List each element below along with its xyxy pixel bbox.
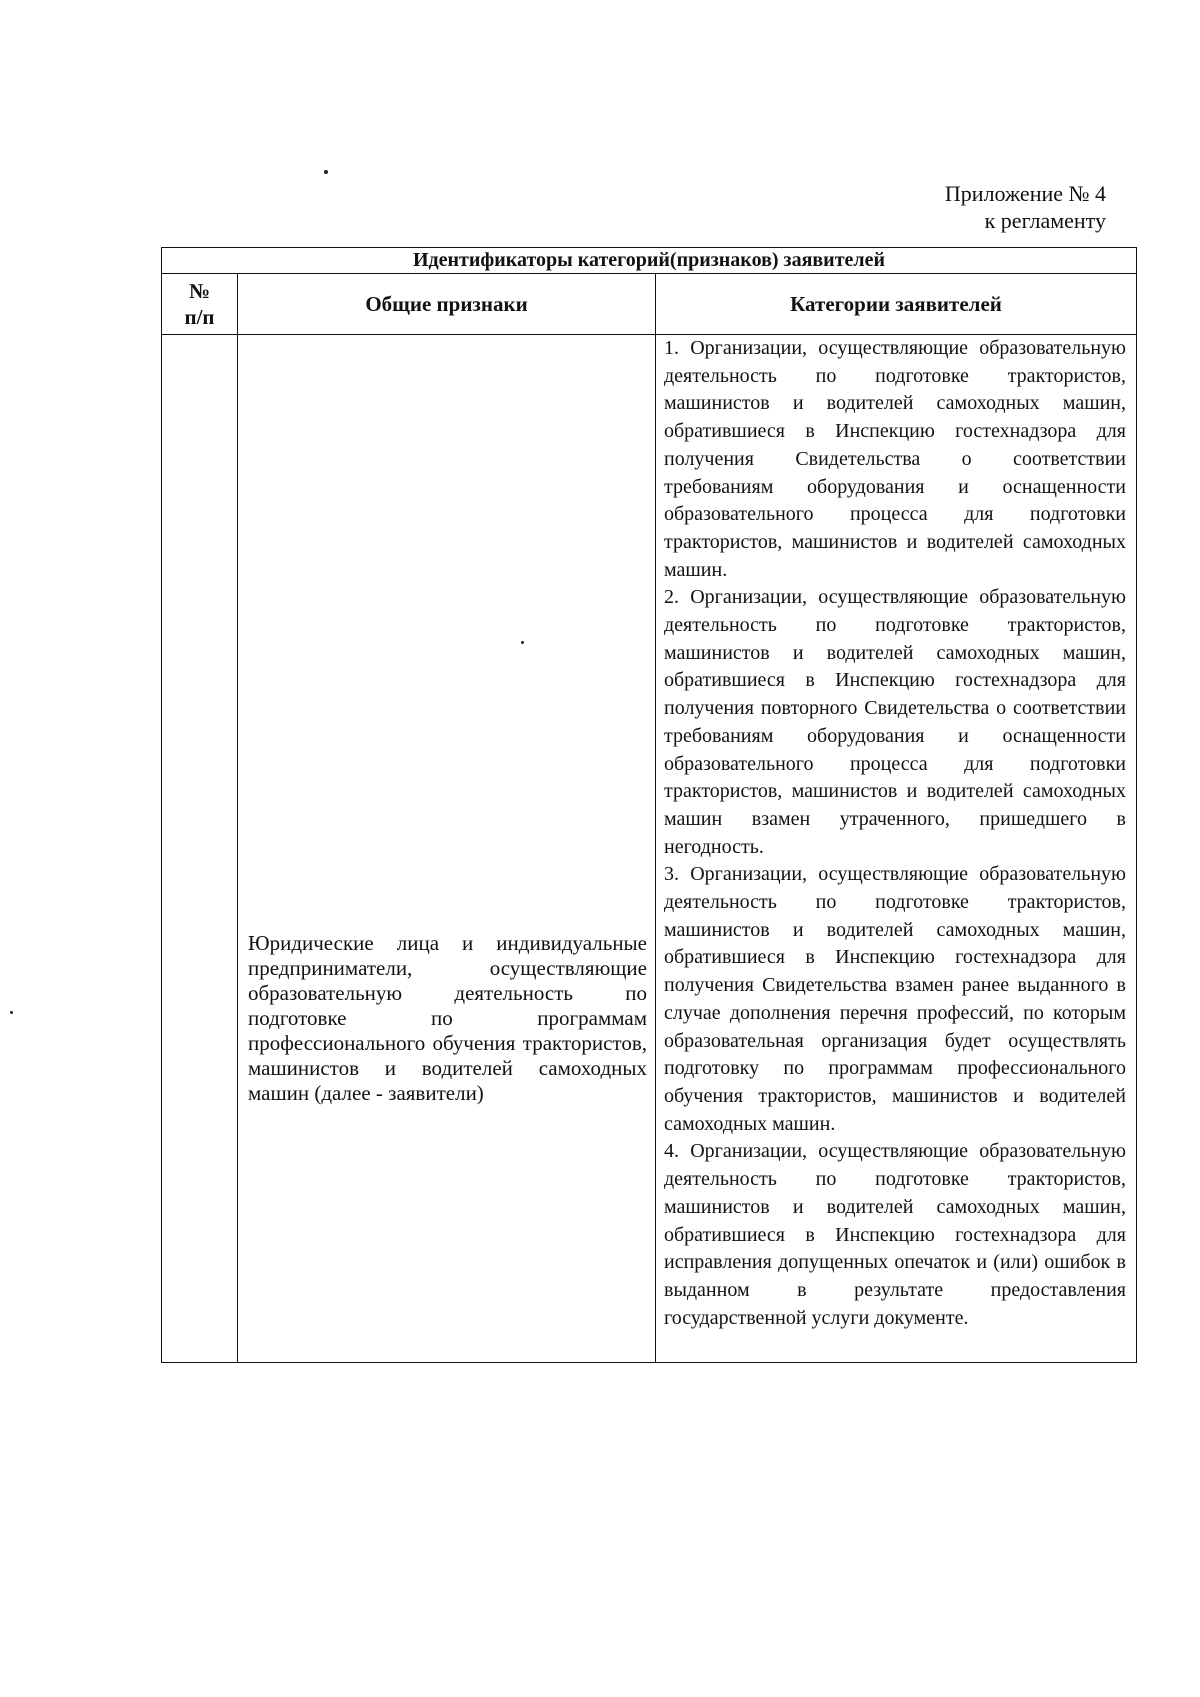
category-item: 3. Организации, осуществляющие образовательную деятельность по подготовке трактористов, машинистов и водителей самоходных машин, обратившиеся в Инспекцию гостехнадзора для получения Свидетельства взамен ранее выданного в случае дополнения перечня профессий, по которым образовательная организация будет осуществлять подготовку по программам профессионального обучения трактористов, машинистов и водителей самоходных машин. (664, 863, 1126, 1135)
general-attributes-text: Юридические лица и индивидуальные предприниматели, осуществляющие образовательную деятельность по подготовке по программам профессионального обучения трактористов, машинистов и водителей самоходных машин (далее - заявители) (248, 931, 647, 1106)
row-number-cell (162, 335, 238, 1363)
category-item: 2. Организации, осуществляющие образовательную деятельность по подготовке трактористов, машинистов и водителей самоходных машин, обратившиеся в Инспекцию гостехнадзора для получения повторного Свидетельства о соответствии требованиям оборудования и оснащенности образовательного процесса для подготовки трактористов, машинистов и водителей самоходных машин взамен утраченного, пришедшего в негодность. (664, 586, 1126, 858)
category-item: 1. Организации, осуществляющие образовательную деятельность по подготовке трактористов, машинистов и водителей самоходных машин, обратившиеся в Инспекцию гостехнадзора для получения Свидетельства о соответствии требованиям оборудования и оснащенности образовательного процесса для подготовки трактористов, машинистов и водителей самоходных машин. (664, 337, 1126, 581)
category-item: 4. Организации, осуществляющие образовательную деятельность по подготовке трактористов, машинистов и водителей самоходных машин, обратившиеся в Инспекцию гостехнадзора для исправления допущенных опечаток и (или) ошибок в выданном в результате предоставления государственной услуги документе. (664, 1140, 1126, 1329)
general-attributes-cell (238, 335, 656, 1363)
scan-speck (324, 170, 328, 174)
column-header-general: Общие признаки (238, 274, 656, 335)
appendix-reference (945, 180, 1106, 234)
applicant-categories-cell (656, 335, 1137, 1363)
table-header-row (162, 274, 1137, 335)
appendix-number: Приложение № 4 (944, 181, 1106, 206)
table-row (162, 335, 1137, 1363)
column-header-categories: Категории заявителей (656, 274, 1137, 335)
table-title-row (162, 248, 1137, 274)
appendix-regulation: к регламенту (984, 208, 1106, 233)
column-header-number: № п/п (162, 274, 238, 335)
applicant-categories-table (161, 247, 1137, 1363)
table-title: Идентификаторы категорий(признаков) заявителей (162, 248, 1137, 274)
scan-speck (10, 1011, 13, 1014)
